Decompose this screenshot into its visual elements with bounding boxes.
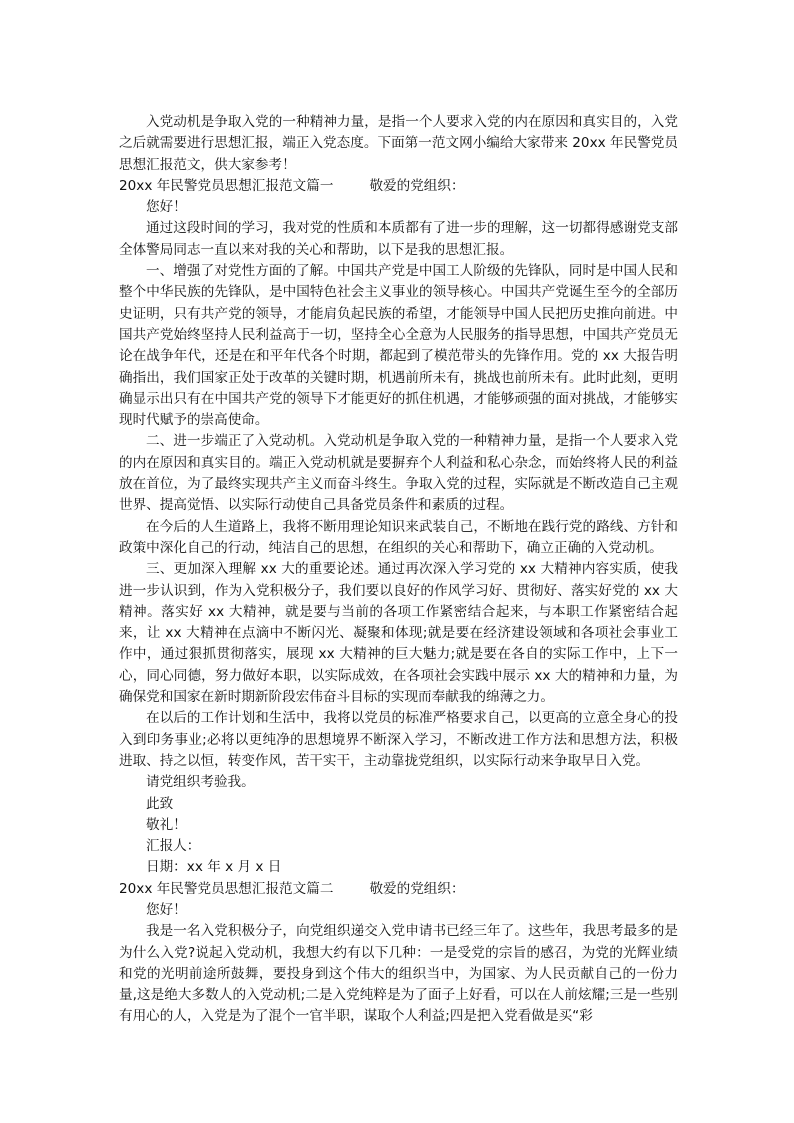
article1-title: 20xx 年民警党员思想汇报范文篇一 — [119, 177, 334, 194]
article2-title: 20xx 年民警党员思想汇报范文篇二 — [119, 880, 334, 897]
article1-closing-jingli: 敬礼！ — [146, 816, 187, 833]
article1-heading — [119, 176, 678, 197]
article1-paragraph-1: 通过这段时间的学习，我对党的性质和本质都有了进一步的理解，这一切都得感谢党支部全体警局同志一直以来对我的关心和帮助，以下是我的思想汇报。 — [119, 220, 678, 258]
article1-closing-request: 请党组织考验我。 — [146, 774, 255, 791]
article1-closing-cizhi: 此致 — [146, 795, 174, 812]
article1-addressee: 敬爱的党组织： — [369, 177, 465, 194]
intro-paragraph: 入党动机是争取入党的一种精神力量，是指一个人要求入党的内在原因和真实目的，入党之后就需要进行思想汇报，端正入党态度。下面第一范文网小编给大家带来 20xx 年民警党员思想汇报范文，供大家参考！ — [119, 114, 678, 173]
article1-paragraph-5: 三、更加深入理解 xx 大的重要论述。通过再次深入学习党的 xx 大精神内容实质，使我进一步认识到，作为入党积极分子，我们要以良好的作风学习好、贯彻好、落实好党的 xx 大精神。落实好 xx 大精神，就是要与当前的各项工作紧密结合起来，与本职工作紧密结合起来，让 xx 大精神在点滴中不断闪光、凝聚和体现;就是要在经济建设领域和各项社会事业工作中，通过狠抓贯彻落实，展现 xx 大精神的巨大魅力;就是要在各自的实际工作中，上下一心，同心同德，努力做好本职，以实际成效，在各项社会实践中展示 xx 大的精神和力量，为确保党和国家在新时期新阶段宏伟奋斗目标的实现而奉献我的绵薄之力。 — [119, 561, 678, 706]
article1-paragraph-6: 在以后的工作计划和生活中，我将以党员的标准严格要求自己，以更高的立意全身心的投入到印务事业;必将以更纯净的思想境界不断深入学习，不断改进工作方法和思想方法，积极进取、持之以恒，转变作风，苦干实干，主动靠拢党组织，以实际行动来争取早日入党。 — [119, 710, 678, 769]
article1-paragraph-4: 在今后的人生道路上，我将不断用理论知识来武装自己，不断地在践行党的路线、方针和政策中深化自己的行动，纯洁自己的思想，在组织的关心和帮助下，确立正确的入党动机。 — [119, 518, 678, 556]
article2-heading — [119, 879, 678, 900]
article1-date: 日期：xx 年 x 月 x 日 — [146, 859, 282, 876]
document-page — [119, 112, 678, 1028]
article1-greeting: 您好！ — [146, 199, 187, 216]
article2-paragraph-1: 我是一名入党积极分子，向党组织递交入党申请书已经三年了。这些年，我思考最多的是为什么入党?说起入党动机，我想大约有以下几种：一是受党的宗旨的感召，为党的光辉业绩和党的光明前途所鼓舞，要投身到这个伟大的组织当中，为国家、为人民贡献自己的一份力量,这是绝大多数人的入党动机;二是入党纯粹是为了面子上好看，可以在人前炫耀;三是一些别有用心的人，入党是为了混个一官半职，谋取个人利益;四是把入党看做是买“彩 — [119, 923, 678, 1025]
article1-reporter: 汇报人： — [146, 838, 201, 855]
article2-addressee: 敬爱的党组织： — [369, 880, 465, 897]
article1-paragraph-3: 二、进一步端正了入党动机。入党动机是争取入党的一种精神力量，是指一个人要求入党的内在原因和真实目的。端正入党动机就是要摒弃个人利益和私心杂念，而始终将人民的利益放在首位，为了最终实现共产主义而奋斗终生。争取入党的过程，实际就是不断改造自己主观世界、提高觉悟、以实际行动使自己具备党员条件和素质的过程。 — [119, 433, 678, 514]
article1-paragraph-2: 一、增强了对党性方面的了解。中国共产党是中国工人阶级的先锋队，同时是中国人民和整个中华民族的先锋队，是中国特色社会主义事业的领导核心。中国共产党诞生至今的全部历史证明，只有共产党的领导，才能肩负起民族的希望，才能领导中国人民把历史推向前进。中国共产党始终坚持人民利益高于一切，坚持全心全意为人民服务的指导思想，中国共产党员无论在战争年代，还是在和平年代各个时期，都起到了模范带头的先锋作用。党的 xx 大报告明确指出，我们国家正处于改革的关键时期，机遇前所未有，挑战也前所未有。此时此刻，更明确显示出只有在中国共产党的领导下才能更好的抓住机遇，才能够顽强的面对挑战，才能够实现时代赋予的崇高使命。 — [119, 263, 678, 429]
article2-greeting: 您好！ — [146, 901, 187, 918]
